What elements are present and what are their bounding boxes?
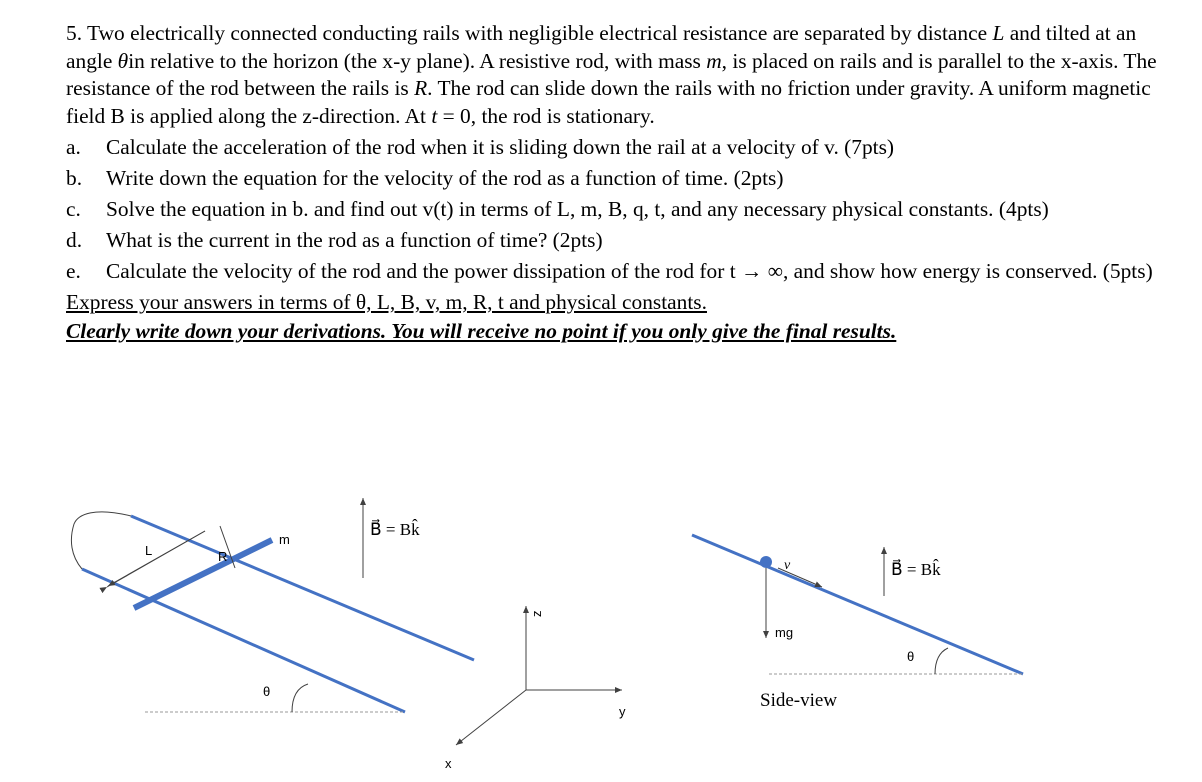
part-letter: a. [66, 135, 81, 159]
problem-intro: 5. Two electrically connected conducting rails with negligible electrical resistance are separated by distance L and tilted at an angle θin relative to the horizon (the x-y plane). A resistive rod, with mass m, is placed on rails and is parallel to the x-axis. The resistance of the rod between the rails is R. The rod can slide down the rails with no friction under gravity. A uniform magnetic field B is applied along the z-direction. At t = 0, the rod is stationary. [66, 21, 1157, 128]
label-m: m [279, 532, 290, 547]
part-letter: d. [66, 228, 83, 252]
rail-connection-wire [71, 512, 131, 569]
instruction-derivations: Clearly write down your derivations. You will receive no point if you only give the final results. [66, 318, 897, 343]
field-label-left: B⃗ = Bk̂ [370, 520, 420, 539]
part-letter: c. [66, 197, 81, 221]
rails-diagram [71, 498, 474, 712]
upper-rail [131, 516, 474, 660]
theta-arc-left [292, 684, 308, 712]
label-v: v [784, 558, 791, 573]
axis-label-x: x [445, 756, 452, 771]
axis-label-z: z [529, 610, 544, 617]
part-text: Calculate the acceleration of the rod when it is sliding down the rail at a velocity of v. (7pts) [106, 135, 895, 159]
part-text: Solve the equation in b. and find out v(t) in terms of L, m, B, q, t, and any necessary physical constants. (4pts) [106, 197, 1049, 221]
side-view-caption: Side-view [760, 690, 838, 711]
theta-arc-right [935, 648, 948, 674]
resistive-rod [134, 540, 272, 608]
lower-rail [82, 569, 405, 712]
instruction-express: Express your answers in terms of θ, L, B, v, m, R, t and physical constants. [66, 290, 707, 314]
incline-rail [692, 535, 1023, 674]
axes [445, 606, 626, 771]
axis-label-y: y [619, 704, 626, 719]
x-axis [456, 690, 526, 745]
part-text: What is the current in the rod as a function of time? (2pts) [106, 228, 603, 252]
field-label-right: B⃗ = Bk̂ [891, 560, 941, 579]
part-letter: b. [66, 166, 83, 190]
label-L: L [145, 543, 153, 558]
label-theta-left: θ [263, 684, 271, 699]
part-text: Write down the equation for the velocity of the rod as a function of time. (2pts) [106, 166, 784, 190]
label-theta-right: θ [907, 649, 915, 664]
label-mg: mg [775, 625, 794, 640]
part-letter: e. [66, 259, 81, 283]
part-text: Calculate the velocity of the rod and the power dissipation of the rod for t → ∞, and show how energy is conserved. (5pts) [106, 259, 1153, 283]
side-view-diagram [692, 535, 1023, 711]
label-R: R [218, 549, 228, 564]
rod-cross-section [760, 556, 772, 568]
